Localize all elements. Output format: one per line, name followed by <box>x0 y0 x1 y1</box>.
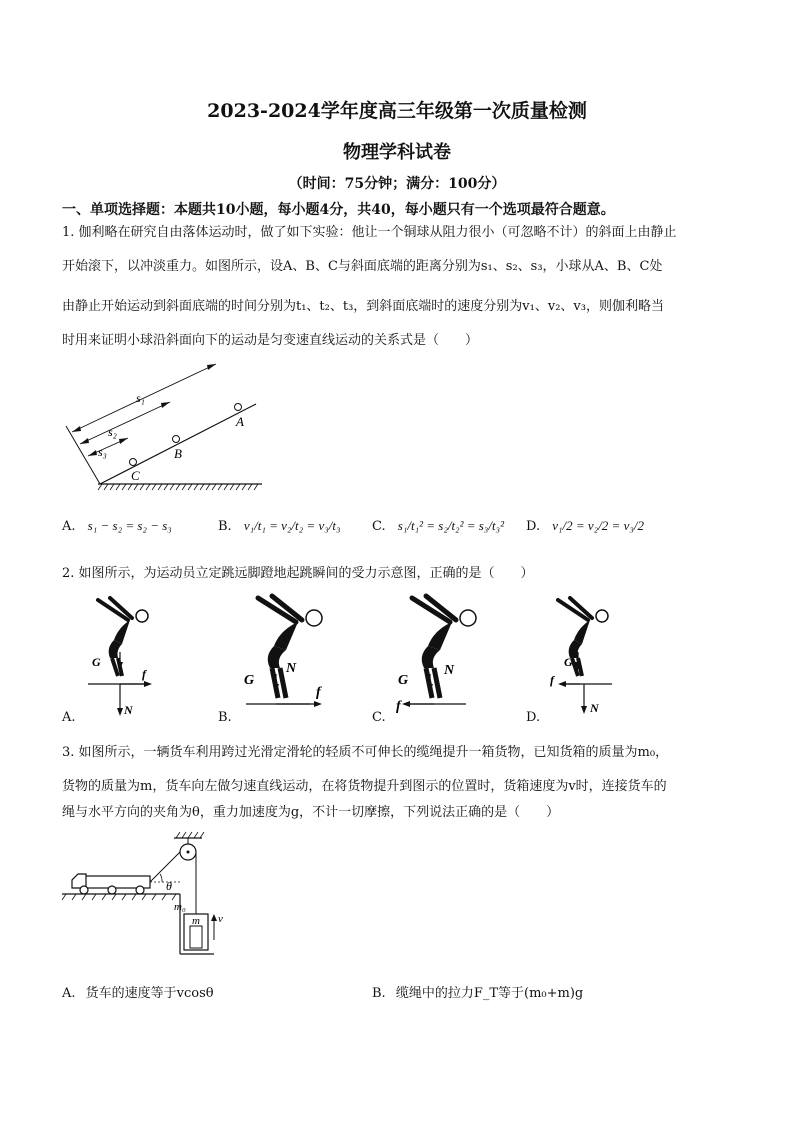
svg-text:θ: θ <box>166 879 172 893</box>
truck-pulley-figure <box>62 830 242 960</box>
svg-text:G: G <box>244 673 255 688</box>
athlete-figure-c <box>394 592 494 722</box>
athlete-figure-a <box>88 592 168 722</box>
label-s2: s₂ <box>108 425 117 439</box>
q2-option-a[interactable]: A. <box>62 710 76 725</box>
svg-text:N: N <box>444 663 455 678</box>
svg-text:f: f <box>142 667 146 681</box>
svg-text:m: m <box>192 915 200 927</box>
q3-option-b[interactable]: B. 缆绳中的拉力F_T等于(m₀+m)g <box>372 986 584 1001</box>
svg-text:N: N <box>124 703 133 717</box>
q2-option-c[interactable]: C. <box>372 710 386 725</box>
q3-line-1: 3. 如图所示，一辆货车利用跨过光滑定滑轮的轻质不可伸长的缆绳提升一箱货物，已知货箱的质量为m₀， <box>62 745 669 760</box>
svg-text:f: f <box>316 685 321 700</box>
q1-option-a[interactable]: A. s₁ − s₂ = s₂ − s₃ <box>62 518 172 534</box>
q1-option-b[interactable]: B. v₁/t₁ = v₂/t₂ = v₃/t₃ <box>218 518 341 534</box>
exam-info: （时间：75分钟；满分：100分） <box>288 176 506 192</box>
q1-line-3: 由静止开始运动到斜面底端的时间分别为t₁、t₂、t₃，到斜面底端时的速度分别为v₁、v₂、v₃，则伽利略当 <box>62 299 664 314</box>
athlete-figure-d <box>548 592 628 722</box>
label-A: A <box>236 414 244 429</box>
q2-option-d[interactable]: D. <box>526 710 541 725</box>
svg-text:m₀: m₀ <box>174 901 186 913</box>
svg-text:N: N <box>286 661 297 676</box>
q3-line-3: 绳与水平方向的夹角为θ，重力加速度为g，不计一切摩擦，下列说法正确的是（ ） <box>62 805 560 820</box>
svg-text:N: N <box>590 701 599 715</box>
q2-option-b[interactable]: B. <box>218 710 232 725</box>
svg-text:f: f <box>396 699 401 714</box>
athlete-figure-b <box>240 592 340 722</box>
q3-option-a[interactable]: A. 货车的速度等于vcosθ <box>62 986 214 1001</box>
incline-figure <box>60 360 290 495</box>
q2-text: 2. 如图所示，为运动员立定跳远脚蹬地起跳瞬间的受力示意图，正确的是（ ） <box>62 566 534 581</box>
svg-text:G: G <box>564 655 573 669</box>
subject-title: 物理学科试卷 <box>343 142 451 163</box>
q3-line-2: 货物的质量为m，货车向左做匀速直线运动，在将货物提升到图示的位置时，货箱速度为v时，连接货车的 <box>62 779 667 794</box>
q1-line-4: 时用来证明小球沿斜面向下的运动是匀变速直线运动的关系式是（ ） <box>62 333 479 348</box>
label-B: B <box>174 446 182 461</box>
section-heading: 一、单项选择题：本题共10小题，每小题4分，共40，每小题只有一个选项最符合题意。 <box>62 202 615 218</box>
svg-text:G: G <box>92 655 101 669</box>
q1-option-d[interactable]: D. v₁/2 = v₂/2 = v₃/2 <box>526 518 644 534</box>
label-s3: s₃ <box>98 445 107 459</box>
label-C: C <box>131 468 140 483</box>
q1-line-1: 1. 伽利略在研究自由落体运动时，做了如下实验：他让一个铜球从阻力很小（可忽略不计）的斜面上由静止 <box>62 225 677 240</box>
label-s1: s₁ <box>136 391 145 405</box>
exam-title: 2023-2024学年度高三年级第一次质量检测 <box>207 100 587 122</box>
svg-text:G: G <box>398 673 409 688</box>
svg-text:f: f <box>550 673 554 687</box>
q1-option-c[interactable]: C. s₁/t₁² = s₂/t₂² = s₃/t₃² <box>372 518 504 534</box>
svg-text:v: v <box>218 913 223 925</box>
q1-line-2: 开始滚下，以冲淡重力。如图所示，设A、B、C与斜面底端的距离分别为s₁、s₂、s₃，小球从A、B、C处 <box>62 259 663 274</box>
